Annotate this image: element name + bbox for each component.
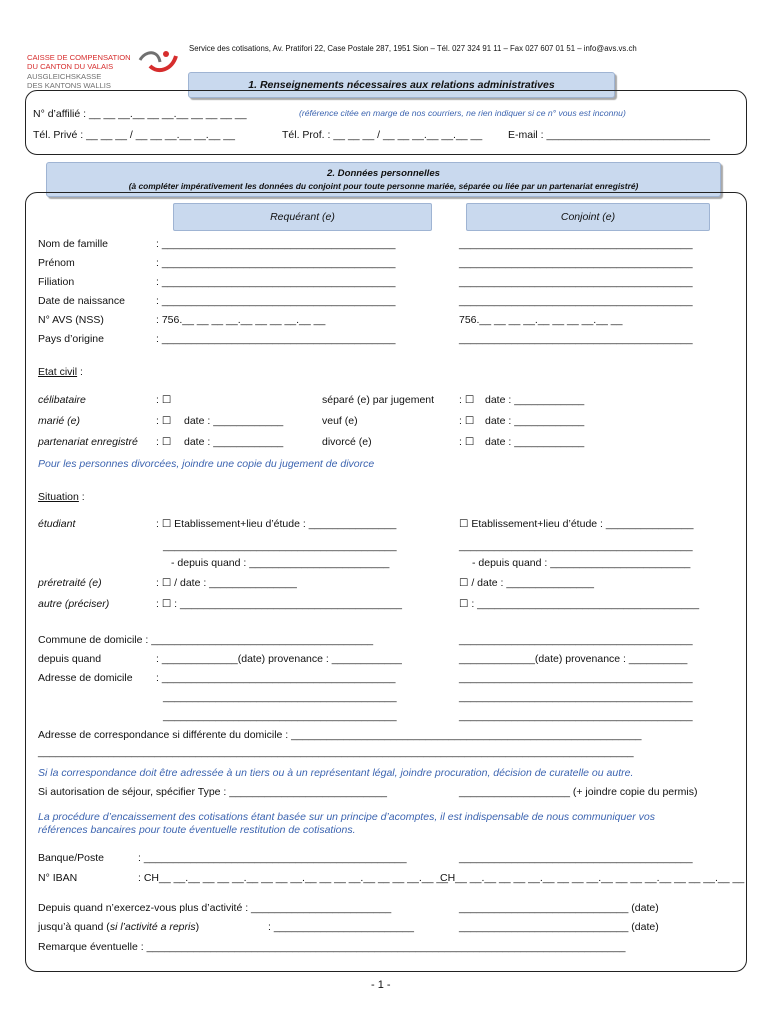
email-field[interactable]: E-mail : ____________________________: [508, 129, 711, 141]
depuis-activite-conjoint[interactable]: _____________________________ (date): [459, 902, 659, 914]
adresse-line3-requerant[interactable]: ________________________________________: [163, 710, 397, 722]
pays-conjoint[interactable]: ________________________________________: [459, 333, 693, 345]
prenom-requerant[interactable]: : ________________________________________: [156, 257, 396, 269]
prenom-conjoint[interactable]: ________________________________________: [459, 257, 693, 269]
divorce-note: Pour les personnes divorcées, joindre une copie du jugement de divorce: [38, 458, 375, 470]
bank-note-line2: références bancaires pour toute éventuelle restitution de cotisations.: [38, 824, 356, 836]
section2-title: 2. Données personnelles: [326, 168, 441, 179]
label-veuf: veuf (e): [322, 415, 358, 427]
pays-requerant[interactable]: : ________________________________________: [156, 333, 396, 345]
column-requerant: Requérant (e): [173, 203, 432, 231]
jusqua-label-a: jusqu’à quand (: [38, 921, 110, 933]
adresse-line2-requerant[interactable]: ________________________________________: [163, 691, 397, 703]
banque-requerant[interactable]: : _____________________________________________: [138, 852, 407, 864]
preretraite-requerant[interactable]: : ☐ / date : _______________: [156, 577, 297, 589]
date-marie[interactable]: date : ____________: [184, 415, 284, 427]
affilie-field[interactable]: N° d’affilié : __ __ __.__ __ __.__ __ __ __ __: [33, 108, 247, 120]
section1-title: 1. Renseignements nécessaires aux relations administratives: [188, 72, 615, 98]
etudiant-conjoint[interactable]: ☐ Etablissement+lieu d’étude : _______________: [459, 518, 694, 530]
iban-requerant[interactable]: : CH__ __.__ __ __ __.__ __ __ __.__ __ __ __.__ __ __ __.__ __: [138, 872, 449, 884]
preretraite-conjoint[interactable]: ☐ / date : _______________: [459, 577, 594, 589]
banque-conjoint[interactable]: ________________________________________: [459, 852, 693, 864]
correspondance-note: Si la correspondance doit être adressée à un tiers ou à un représentant légal, joindre procuration, décision de curatelle ou autre.: [38, 767, 634, 779]
adresse-conjoint[interactable]: ________________________________________: [459, 672, 693, 684]
remarque-field[interactable]: Remarque éventuelle : __________________________________________________________________________________: [38, 941, 626, 953]
iban-conjoint[interactable]: CH__ __.__ __ __ __.__ __ __ __.__ __ __ __.__ __ __ __.__ __: [440, 872, 745, 884]
date-partenariat[interactable]: date : ____________: [184, 436, 284, 448]
depuis-domicile-requerant[interactable]: : _____________(date) provenance : ____________: [156, 653, 402, 665]
checkbox-partenariat[interactable]: : ☐: [156, 436, 172, 448]
etudiant-line-requerant[interactable]: ________________________________________: [163, 540, 397, 552]
affilie-note: (référence citée en marge de nos courriers, ne rien indiquer si ce n° vous est inconnu): [299, 108, 626, 118]
depuis-activite-field[interactable]: Depuis quand n’exercez-vous plus d’activité : ________________________: [38, 902, 392, 914]
autre-requerant[interactable]: : ☐ : ______________________________________: [156, 598, 402, 610]
commune-conjoint[interactable]: ________________________________________: [459, 634, 693, 646]
situation-colon: :: [78, 491, 85, 503]
checkbox-veuf[interactable]: : ☐: [459, 415, 475, 427]
filiation-conjoint[interactable]: ________________________________________: [459, 276, 693, 288]
commune-field[interactable]: Commune de domicile : ______________________________________: [38, 634, 374, 646]
header-contact: Service des cotisations, Av. Pratifori 22, Case Postale 287, 1951 Sion – Tél. 027 324 91 11 – Fax 027 607 01 51 – info@avs.vs.ch: [189, 44, 637, 53]
depuis-requerant[interactable]: - depuis quand : ________________________: [171, 557, 390, 569]
correspondance-line[interactable]: ______________________________________________________________________________________________________: [38, 746, 634, 758]
adresse-line2-conjoint[interactable]: ________________________________________: [459, 691, 693, 703]
section1-box: [25, 90, 747, 155]
checkbox-separe[interactable]: : ☐: [459, 394, 475, 406]
label-naissance: Date de naissance: [38, 295, 125, 307]
tel-prive-field[interactable]: Tél. Privé : __ __ __ / __ __ __.__ __.__ __: [33, 129, 235, 141]
section2-subtitle: (à compléter impérativement les données du conjoint pour toute personne mariée, séparée ou liée par un partenariat enregistré): [128, 181, 639, 191]
label-separe: séparé (e) par jugement: [322, 394, 435, 406]
tel-prof-field[interactable]: Tél. Prof. : __ __ __ / __ __ __.__ __.__ __: [282, 129, 483, 141]
etat-civil-heading: [38, 366, 83, 378]
label-divorce: divorcé (e): [322, 436, 372, 448]
date-veuf[interactable]: date : ____________: [485, 415, 585, 427]
etudiant-line-conjoint[interactable]: ________________________________________: [459, 540, 693, 552]
jusqua-conjoint[interactable]: _____________________________ (date): [459, 921, 659, 933]
jusqua-label-b: si l’activité a repris: [109, 921, 196, 933]
label-adresse: Adresse de domicile: [38, 672, 133, 684]
adresse-requerant[interactable]: : ________________________________________: [156, 672, 396, 684]
label-pays: Pays d’origine: [38, 333, 104, 345]
naissance-requerant[interactable]: : ________________________________________: [156, 295, 396, 307]
label-depuis-domicile: depuis quand: [38, 653, 102, 665]
bank-note-line1: La procédure d’encaissement des cotisations étant basée sur un principe d’acomptes, il est indispensable de nous communiquer vos: [38, 811, 655, 823]
correspondance-field[interactable]: Adresse de correspondance si différente du domicile : ____________________________________________________________: [38, 729, 642, 741]
avs-conjoint[interactable]: 756.__ __ __ __.__ __ __ __.__ __: [459, 314, 623, 326]
date-separe[interactable]: date : ____________: [485, 394, 585, 406]
checkbox-divorce[interactable]: : ☐: [459, 436, 475, 448]
label-autre: autre (préciser): [38, 598, 110, 610]
logo-de-line2: DES KANTONS WALLIS: [27, 81, 111, 90]
page-number: - 1 -: [371, 979, 391, 991]
autre-conjoint[interactable]: ☐ : ______________________________________: [459, 598, 700, 610]
label-marie: marié (e): [38, 415, 81, 427]
depuis-domicile-conjoint[interactable]: _____________(date) provenance : __________: [459, 653, 688, 665]
label-banque: Banque/Poste: [38, 852, 104, 864]
date-divorce[interactable]: date : ____________: [485, 436, 585, 448]
logo-emblem-icon: [136, 46, 182, 76]
label-etudiant: étudiant: [38, 518, 76, 530]
logo-fr-line2: DU CANTON DU VALAIS: [27, 62, 114, 71]
sejour-field[interactable]: Si autorisation de séjour, spécifier Type : ___________________________: [38, 786, 387, 798]
label-filiation: Filiation: [38, 276, 75, 288]
naissance-conjoint[interactable]: ________________________________________: [459, 295, 693, 307]
label-preretraite: préretraité (e): [38, 577, 102, 589]
etat-civil-title: Etat civil: [38, 366, 78, 378]
avs-requerant[interactable]: : 756.__ __ __ __.__ __ __ __.__ __: [156, 314, 326, 326]
checkbox-marie[interactable]: : ☐: [156, 415, 172, 427]
sejour-right[interactable]: ___________________ (+ joindre copie du permis): [459, 786, 698, 798]
label-prenom: Prénom: [38, 257, 75, 269]
adresse-line3-conjoint[interactable]: ________________________________________: [459, 710, 693, 722]
label-nom: Nom de famille: [38, 238, 109, 250]
checkbox-celibataire[interactable]: : ☐: [156, 394, 172, 406]
label-celibataire: célibataire: [38, 394, 86, 406]
situation-heading: [38, 491, 85, 503]
jusqua-requerant[interactable]: : ________________________: [268, 921, 414, 933]
jusqua-label-c: ): [195, 921, 200, 933]
situation-title: Situation: [38, 491, 79, 503]
filiation-requerant[interactable]: : ________________________________________: [156, 276, 396, 288]
label-iban: N° IBAN: [38, 872, 78, 884]
etat-civil-colon: :: [77, 366, 83, 378]
label-partenariat: partenariat enregistré: [38, 436, 138, 448]
nom-conjoint[interactable]: ________________________________________: [459, 238, 693, 250]
column-conjoint: Conjoint (e): [466, 203, 710, 231]
logo-de-line1: AUSGLEICHSKASSE: [27, 72, 102, 81]
depuis-conjoint[interactable]: - depuis quand : ________________________: [472, 557, 691, 569]
jusqua-label: [38, 921, 199, 933]
nom-requerant[interactable]: : ________________________________________: [156, 238, 396, 250]
label-avs: N° AVS (NSS): [38, 314, 104, 326]
logo-fr-line1: CAISSE DE COMPENSATION: [27, 53, 131, 62]
etudiant-requerant[interactable]: : ☐ Etablissement+lieu d’étude : _______________: [156, 518, 397, 530]
